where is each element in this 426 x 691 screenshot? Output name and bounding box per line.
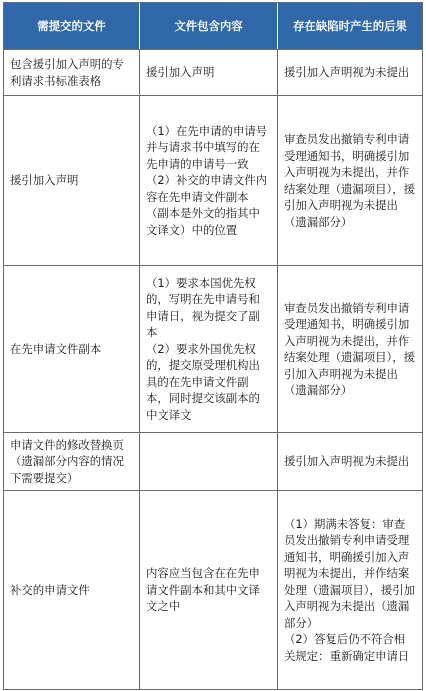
cell-consequence: 援引加入声明视为未提出 [284,65,410,80]
cell-file: 在先申请文件副本 [4,266,140,432]
cell-consequence: （1）期满未答复：审查员发出撤销专利申请受理通知书，明确援引加入声明视为未提出，并作结案处理（遗漏项目），援引加入声明视为未提出（遗漏部分） （2）答复后仍不符合相关规定：重新确定申请日 [284,516,415,663]
cell-content: 内容应当包含在在先申请文件副本和其中文译文之中 [140,491,278,689]
table-row [4,490,422,689]
cell-content: 援引加入声明 [140,50,278,95]
table-row [4,95,422,265]
cell-content: （1）要求本国优先权的，写明在先申请号和申请日，视为提交了副本 （2）要求外国优先权的，提交原受理机构出具的在先申请文件副本，同时提交该副本的中文译文 [140,266,278,432]
table-row [4,432,422,490]
header-file-content: 文件包含内容 [140,3,278,49]
cell-consequence: 审查员发出撤销专利申请受理通知书，明确援引加入声明视为未提出，并作结案处理（遗漏项目），援引加入声明视为未提出（遗漏部分） [284,132,415,229]
cell-consequence: 审查员发出撤销专利申请受理通知书，明确援引加入声明视为未提出，并作结案处理（遗漏项目），援引加入声明视为未提出（遗漏部分） [284,300,415,397]
cell-file: 援引加入声明 [4,96,140,265]
cell-content [140,433,278,490]
header-required-file: 需提交的文件 [4,3,140,49]
table-row [4,265,422,432]
requirements-table [3,2,423,690]
table-row [4,49,422,95]
header-consequence: 存在缺陷时产生的后果 [293,18,407,33]
cell-file: 补交的申请文件 [4,491,140,689]
table-header-row [4,3,422,49]
cell-file: 包含援引加入声明的专利请求书标准表格 [4,50,140,95]
cell-content: （1）在先申请的申请号并与请求书中填写的在先申请的申请号一致 （2）补交的申请文件内容在先申请文件副本（副本是外文的指其中文译文）中的位置 [140,96,278,265]
cell-consequence: 援引加入声明视为未提出 [284,454,410,469]
cell-file: 申请文件的修改替换页（遗漏部分内容的情况下需要提交） [4,433,140,490]
